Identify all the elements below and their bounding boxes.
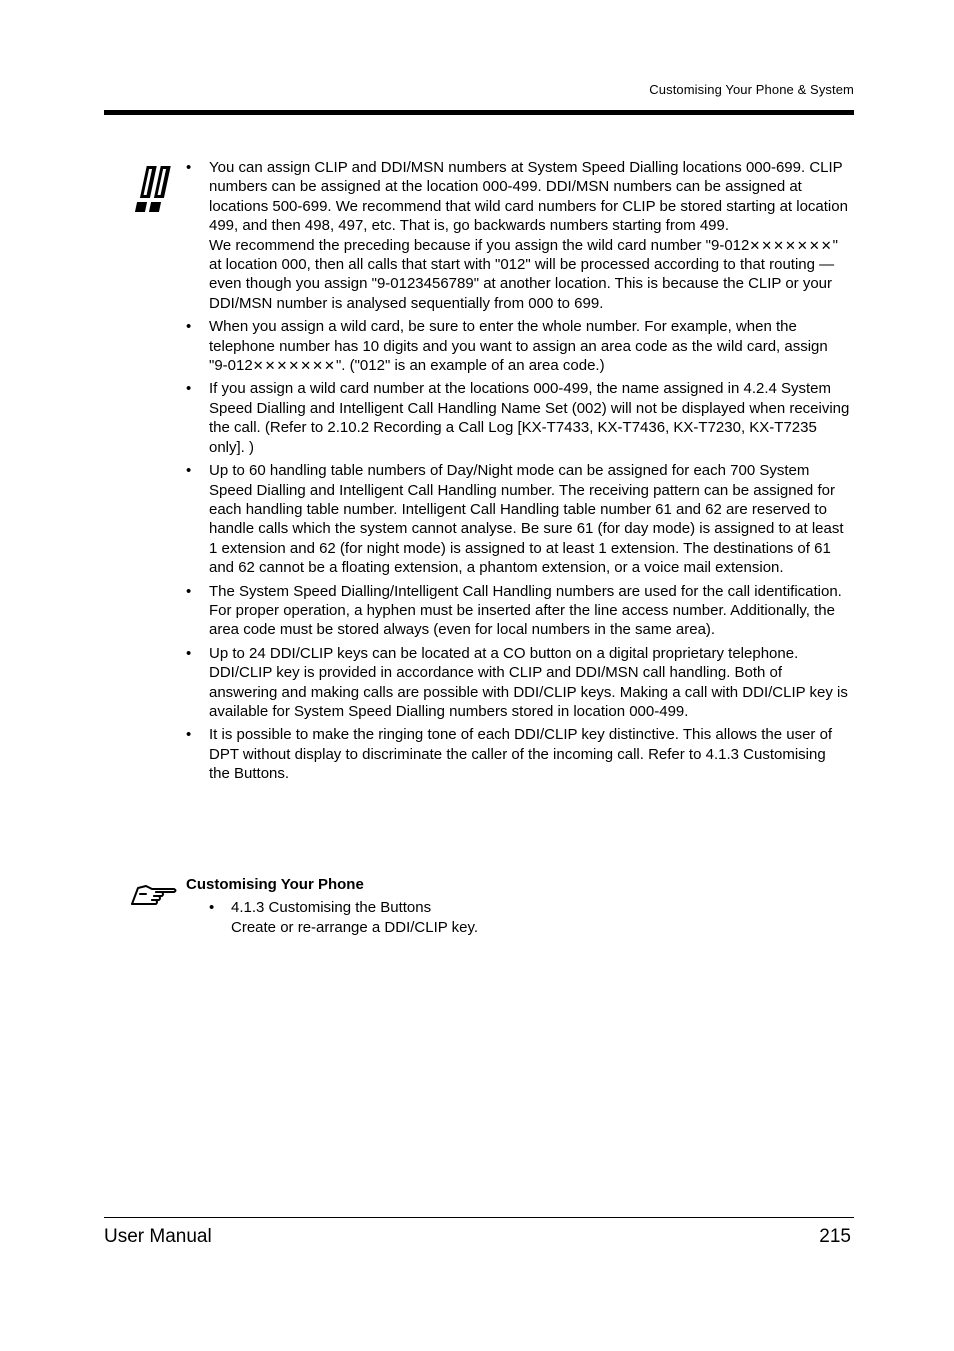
bullet: • xyxy=(186,159,192,176)
note-paragraph xyxy=(209,236,850,314)
reference-block xyxy=(186,875,786,937)
double-exclamation-icon xyxy=(132,160,174,216)
footer-rule xyxy=(104,1217,854,1218)
list-item xyxy=(186,582,850,640)
list-item xyxy=(186,644,850,722)
wildcard-symbols: ✕✕✕✕✕✕✕ xyxy=(252,358,336,374)
running-header: Customising Your Phone & System xyxy=(649,82,854,97)
note-paragraph: The System Speed Dialling/Intelligent Call Handling numbers are used for the call identification. For proper operation, a hyphen must be inserted after the line access number. Additionally, the area code must be stored always (even for local numbers in the same area). xyxy=(209,582,842,639)
note-text: We recommend the preceding because if you assign the wild card number "9-012 xyxy=(209,236,750,254)
note-paragraph: Up to 60 handling table numbers of Day/Night mode can be assigned for each 700 System Speed Dialling and Intelligent Call Handling number. The receiving pattern can be assigned for each handling table number. Intelligent Call Handling table number 61 and 62 are reserved to handle calls which the system cannot analyse. Be sure 61 (for day mode) is assigned to at least 1 extension and 62 (for night mode) is assigned to at least 1 extension. The destinations of 61 and 62 cannot be a floating extension, a phantom extension, or a voice mail extension. xyxy=(209,462,844,577)
list-item xyxy=(186,725,850,783)
pointing-hand-icon xyxy=(128,880,178,908)
note-text: " at location 000, then all calls that start with "012" will be processed according to that routing — even though you assign "9-0123456789" at another location. This is because the CLIP or your DDI/MSN number is analysed sequentially from 000 to 699. xyxy=(209,236,838,312)
bullet: • xyxy=(209,899,215,917)
list-item xyxy=(186,898,786,937)
reference-title: Customising Your Phone xyxy=(186,876,364,893)
bullet: • xyxy=(186,582,192,600)
list-item xyxy=(186,317,850,375)
list-item xyxy=(186,379,850,457)
list-item xyxy=(186,461,850,577)
note-text: ". ("012" is an example of an area code.) xyxy=(335,357,605,375)
note-paragraph: It is possible to make the ringing tone of each DDI/CLIP key distinctive. This allows the user of DPT without display to discriminate the caller of the incoming call. Refer to 4.1.3 Customising the Buttons. xyxy=(209,726,833,783)
header-rule xyxy=(104,110,854,115)
note-paragraph: Up to 24 DDI/CLIP keys can be located at a CO button on a digital proprietary telephone. DDI/CLIP key is provided in accordance with CLIP and DDI/MSN call handling. Both of answering and making calls are possible with DDI/CLIP keys. Making a call with DDI/CLIP key is available for System Speed Dialling numbers stored in location 000-499. xyxy=(209,644,848,720)
bullet: • xyxy=(186,726,192,744)
bullet: • xyxy=(186,644,192,662)
note-paragraph xyxy=(209,317,850,375)
note-text: When you assign a wild card, be sure to enter the whole number. For example, when the telephone number has 10 digits and you want to assign an area code as the wild card, assign "9-012 xyxy=(209,318,828,375)
bullet: • xyxy=(186,380,192,398)
page-number: 215 xyxy=(819,1226,851,1247)
reference-list xyxy=(186,898,786,937)
list-item xyxy=(186,158,850,313)
footer-manual-title: User Manual xyxy=(104,1226,212,1247)
note-paragraph: You can assign CLIP and DDI/MSN numbers at System Speed Dialling locations 000-699. CLIP numbers can be assigned at the location 000-499. DDI/MSN numbers can be assigned at locations 500-699. We recommend that wild card numbers for CLIP be stored starting at location 499, and then 498, 497, etc. That is, go backwards numbers starting from 499. xyxy=(209,159,848,235)
reference-link[interactable]: 4.1.3 Customising the Buttons xyxy=(231,899,432,917)
notes-list xyxy=(186,158,850,788)
bullet: • xyxy=(186,318,192,336)
wildcard-symbols: ✕✕✕✕✕✕✕ xyxy=(749,237,833,253)
reference-description: Create or re-arrange a DDI/CLIP key. xyxy=(231,918,479,936)
note-paragraph: If you assign a wild card number at the locations 000-499, the name assigned in 4.2.4 System Speed Dialling and Intelligent Call Handling Name Set (002) will not be displayed when receiving the call. (Refer to 2.10.2 Recording a Call Log [KX-T7433, KX-T7436, KX-T7230, KX-T7235 only]. ) xyxy=(209,380,850,456)
bullet: • xyxy=(186,462,192,480)
